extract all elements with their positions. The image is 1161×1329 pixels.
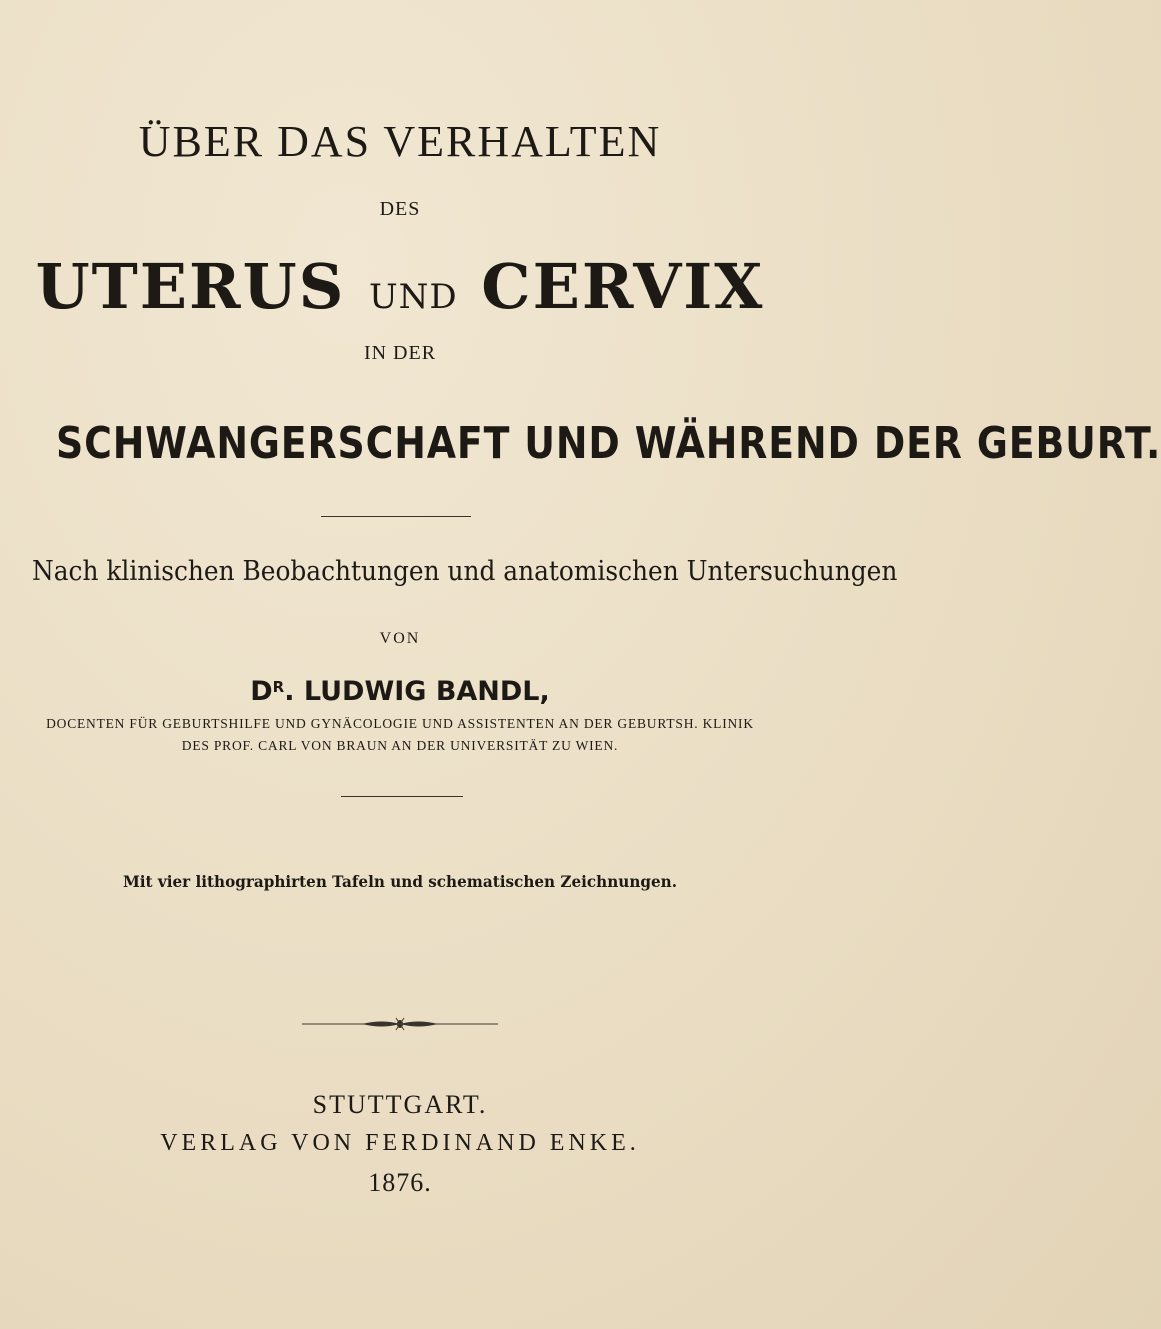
title-line-3 <box>0 250 800 323</box>
author-affiliation-1: DOCENTEN FÜR GEBURTSHILFE UND GYNÄCOLOGIE UND ASSISTENTEN AN DER GEBURTSH. KLINIK <box>46 716 754 731</box>
author-prefix: D <box>250 676 273 707</box>
author-name <box>0 676 800 707</box>
ornament-divider-icon <box>302 1016 498 1032</box>
author-affiliation-2: DES PROF. CARL VON BRAUN AN DER UNIVERSITÄT ZU WIEN. <box>181 738 619 753</box>
imprint-city: STUTTGART. <box>312 1090 488 1119</box>
divider-rule-middle <box>341 796 463 797</box>
title-word-uterus: UTERUS <box>35 250 346 323</box>
title-line-4: IN DER <box>363 342 437 364</box>
title-line-5: SCHWANGERSCHAFT UND WÄHREND DER GEBURT. <box>56 418 1161 469</box>
author-name-text: . LUDWIG BANDL, <box>284 676 550 707</box>
imprint-publisher: VERLAG VON FERDINAND ENKE. <box>160 1130 640 1156</box>
imprint-year: 1876. <box>368 1168 432 1197</box>
illustrations-note: Mit vier lithographirten Tafeln und schematischen Zeichnungen. <box>122 872 678 891</box>
title-word-cervix: CERVIX <box>481 250 765 323</box>
subtitle: Nach klinischen Beobachtungen und anatomischen Untersuchungen <box>32 556 898 587</box>
divider-rule-top <box>321 516 471 517</box>
author-prefix-sup: R <box>272 678 285 696</box>
title-line-1: ÜBER DAS VERHALTEN <box>138 117 662 166</box>
by-label: VON <box>379 630 421 647</box>
title-word-und: UND <box>369 277 458 317</box>
title-line-2: DES <box>379 198 421 220</box>
